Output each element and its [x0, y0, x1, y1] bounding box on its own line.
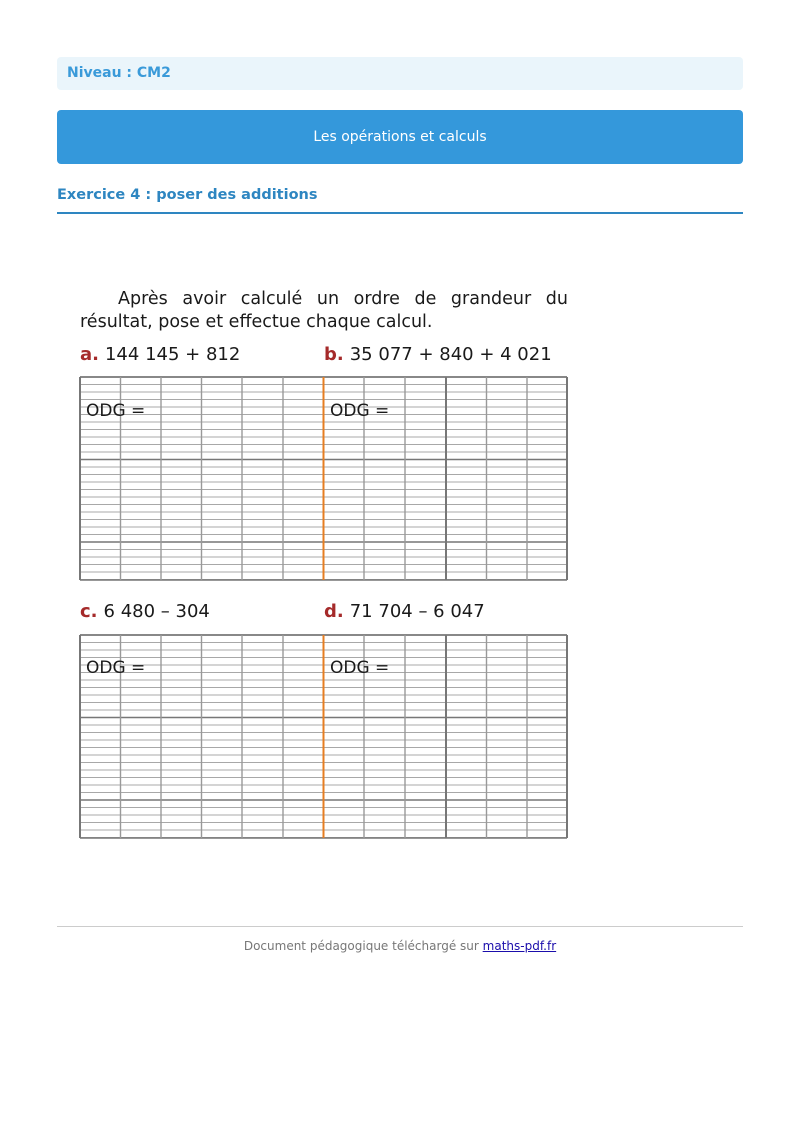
- operation-expression: 6 480 – 304: [103, 601, 210, 622]
- level-label: Niveau : CM2: [67, 65, 171, 81]
- page-title: Les opérations et calculs: [313, 129, 487, 145]
- footer-divider: [57, 926, 743, 927]
- odg-label-d: ODG =: [330, 658, 390, 678]
- odg-label-c: ODG =: [86, 658, 146, 678]
- odg-label-a: ODG =: [86, 401, 146, 421]
- operation-expression: 35 077 + 840 + 4 021: [349, 344, 552, 365]
- operation-letter: b.: [324, 344, 344, 365]
- footer: [57, 939, 743, 953]
- footer-text: Document pédagogique téléchargé sur: [243, 939, 479, 953]
- instruction-text: Après avoir calculé un ordre de grandeur du résultat, pose et effectue chaque calcul.: [80, 289, 568, 332]
- operation-letter: d.: [324, 601, 344, 622]
- footer-link[interactable]: maths-pdf.fr: [482, 939, 557, 953]
- operation-letter: c.: [80, 601, 98, 622]
- answer-grid-top: [80, 377, 567, 580]
- operation-expression: 71 704 – 6 047: [349, 601, 485, 622]
- exercise-title: Exercice 4 : poser des additions: [57, 187, 318, 203]
- operation-letter: a.: [80, 344, 99, 365]
- odg-label-b: ODG =: [330, 401, 390, 421]
- answer-grid-bottom: [80, 635, 567, 838]
- operation-expression: 144 145 + 812: [104, 344, 241, 365]
